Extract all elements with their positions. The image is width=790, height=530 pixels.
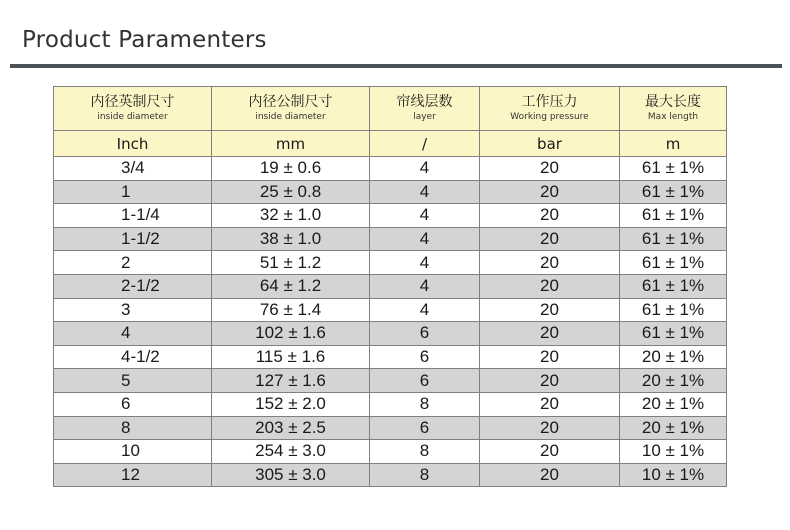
cell-pressure: 20: [480, 416, 620, 440]
cell-mm: 115 ± 1.6: [212, 345, 370, 369]
cell-mm: 64 ± 1.2: [212, 274, 370, 298]
cell-pressure: 20: [480, 227, 620, 251]
cell-mm: 254 ± 3.0: [212, 440, 370, 464]
table-row: [54, 298, 727, 322]
cell-layer: 6: [370, 369, 480, 393]
cell-mm: 76 ± 1.4: [212, 298, 370, 322]
cell-mm: 19 ± 0.6: [212, 157, 370, 181]
header-label-en: layer: [413, 112, 436, 122]
header-inch-diameter: [54, 87, 212, 131]
cell-length: 61 ± 1%: [620, 227, 727, 251]
unit-cell: Inch: [54, 131, 212, 157]
cell-inch: 8: [54, 416, 212, 440]
cell-length: 20 ± 1%: [620, 345, 727, 369]
cell-length: 20 ± 1%: [620, 369, 727, 393]
unit-cell: mm: [212, 131, 370, 157]
header-label-cn: 帘线层数: [396, 94, 453, 110]
table-row: [54, 251, 727, 275]
header-label-cn: 内径公制尺寸: [248, 94, 333, 110]
header-label-en: Max length: [647, 112, 699, 122]
header-label-cn: 工作压力: [521, 94, 578, 110]
cell-inch: 2-1/2: [54, 274, 212, 298]
cell-length: 61 ± 1%: [620, 298, 727, 322]
cell-pressure: 20: [480, 392, 620, 416]
cell-inch: 2: [54, 251, 212, 275]
cell-length: 61 ± 1%: [620, 322, 727, 346]
cell-inch: 4-1/2: [54, 345, 212, 369]
cell-mm: 32 ± 1.0: [212, 204, 370, 228]
cell-inch: 1-1/2: [54, 227, 212, 251]
cell-inch: 3/4: [54, 157, 212, 181]
header-working-pressure: [480, 87, 620, 131]
cell-layer: 4: [370, 204, 480, 228]
cell-inch: 5: [54, 369, 212, 393]
table-row: [54, 204, 727, 228]
cell-layer: 4: [370, 251, 480, 275]
cell-length: 61 ± 1%: [620, 157, 727, 181]
cell-mm: 25 ± 0.8: [212, 180, 370, 204]
cell-layer: 8: [370, 440, 480, 464]
cell-pressure: 20: [480, 345, 620, 369]
cell-inch: 4: [54, 322, 212, 346]
header-label-cn: 最大长度: [645, 94, 701, 110]
cell-length: 61 ± 1%: [620, 204, 727, 228]
header-max-length: [620, 87, 727, 131]
cell-mm: 51 ± 1.2: [212, 251, 370, 275]
table-row: [54, 345, 727, 369]
cell-pressure: 20: [480, 157, 620, 181]
cell-layer: 4: [370, 274, 480, 298]
header-label-cn: 内径英制尺寸: [90, 94, 175, 110]
cell-pressure: 20: [480, 440, 620, 464]
cell-mm: 203 ± 2.5: [212, 416, 370, 440]
cell-layer: 4: [370, 227, 480, 251]
cell-layer: 6: [370, 416, 480, 440]
cell-length: 61 ± 1%: [620, 274, 727, 298]
cell-inch: 12: [54, 463, 212, 487]
cell-length: 10 ± 1%: [620, 440, 727, 464]
cell-inch: 1-1/4: [54, 204, 212, 228]
cell-mm: 102 ± 1.6: [212, 322, 370, 346]
cell-inch: 3: [54, 298, 212, 322]
cell-layer: 6: [370, 322, 480, 346]
header-label-en: Working pressure: [510, 112, 589, 122]
cell-layer: 6: [370, 345, 480, 369]
header-label-en: inside diameter: [97, 112, 168, 122]
cell-mm: 305 ± 3.0: [212, 463, 370, 487]
cell-pressure: 20: [480, 298, 620, 322]
cell-layer: 4: [370, 298, 480, 322]
table-row: [54, 157, 727, 181]
cell-pressure: 20: [480, 204, 620, 228]
unit-cell: /: [370, 131, 480, 157]
cell-pressure: 20: [480, 369, 620, 393]
cell-inch: 10: [54, 440, 212, 464]
cell-pressure: 20: [480, 251, 620, 275]
table-row: [54, 416, 727, 440]
table-row: [54, 369, 727, 393]
title-divider: [10, 64, 782, 68]
header-label-en: inside diameter: [255, 112, 326, 122]
cell-layer: 4: [370, 180, 480, 204]
table-row: [54, 322, 727, 346]
cell-pressure: 20: [480, 463, 620, 487]
cell-mm: 152 ± 2.0: [212, 392, 370, 416]
product-parameters-table: [53, 86, 727, 487]
cell-mm: 127 ± 1.6: [212, 369, 370, 393]
table-row: [54, 463, 727, 487]
table-row: [54, 227, 727, 251]
table-row: [54, 440, 727, 464]
header-metric-diameter: [212, 87, 370, 131]
cell-pressure: 20: [480, 274, 620, 298]
cell-mm: 38 ± 1.0: [212, 227, 370, 251]
unit-cell: m: [620, 131, 727, 157]
cell-layer: 8: [370, 463, 480, 487]
header-layer: [370, 87, 480, 131]
cell-length: 20 ± 1%: [620, 392, 727, 416]
table-header-row: [54, 87, 727, 131]
cell-layer: 8: [370, 392, 480, 416]
cell-length: 61 ± 1%: [620, 180, 727, 204]
page-title: Product Paramenters: [22, 27, 267, 53]
cell-length: 10 ± 1%: [620, 463, 727, 487]
cell-inch: 6: [54, 392, 212, 416]
table-unit-row: [54, 131, 727, 157]
cell-pressure: 20: [480, 180, 620, 204]
cell-layer: 4: [370, 157, 480, 181]
table-row: [54, 274, 727, 298]
cell-pressure: 20: [480, 322, 620, 346]
cell-inch: 1: [54, 180, 212, 204]
unit-cell: bar: [480, 131, 620, 157]
cell-length: 20 ± 1%: [620, 416, 727, 440]
table-row: [54, 392, 727, 416]
cell-length: 61 ± 1%: [620, 251, 727, 275]
table-row: [54, 180, 727, 204]
